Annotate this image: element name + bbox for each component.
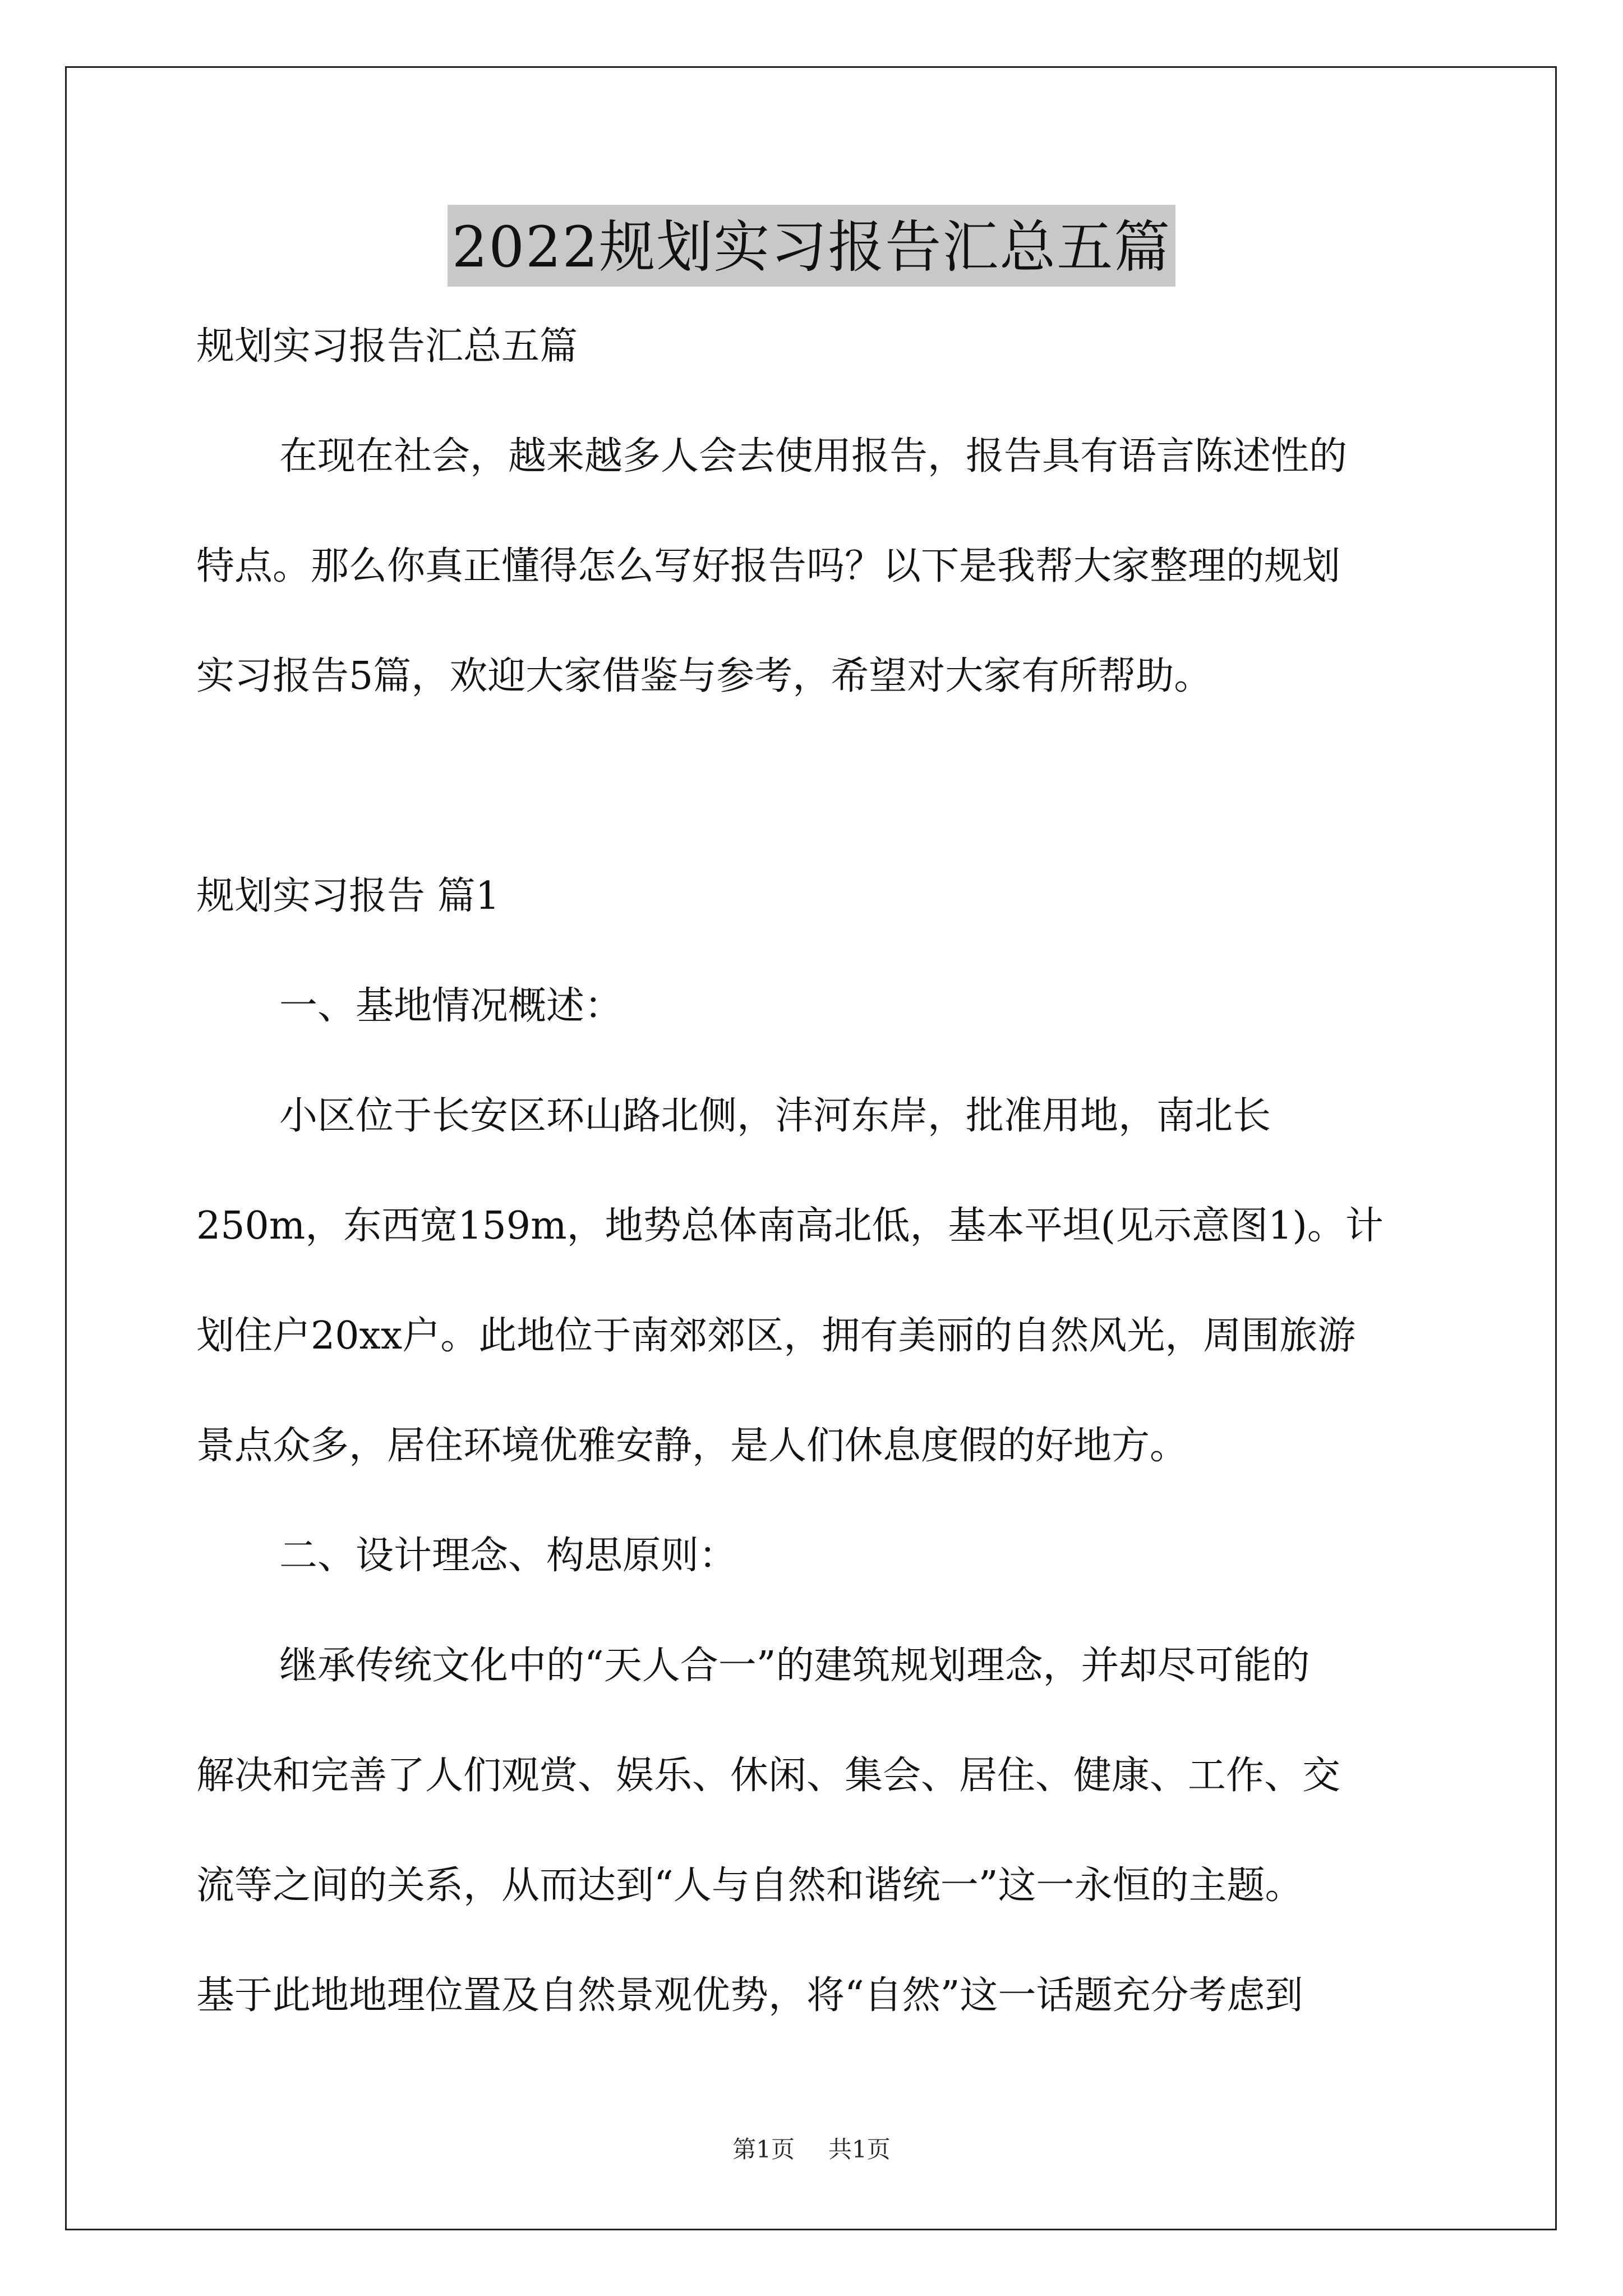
section-title: 规划实习报告 篇1 bbox=[196, 874, 500, 918]
paragraph-line: 流等之间的关系，从而达到“人与自然和谐统一”这一永恒的主题。 bbox=[196, 1864, 1303, 1908]
paragraph-line: 划住户20xx户。此地位于南郊郊区，拥有美丽的自然风光，周围旅游 bbox=[196, 1314, 1356, 1358]
intro-line: 特点。那么你真正懂得怎么写好报告吗？以下是我帮大家整理的规划 bbox=[196, 544, 1341, 588]
page-footer bbox=[0, 2133, 1623, 2166]
paragraph-gap bbox=[196, 731, 1430, 841]
title-container bbox=[0, 205, 1623, 287]
document-subtitle: 规划实习报告汇总五篇 bbox=[196, 324, 578, 369]
page-total: 共1页 bbox=[828, 2136, 891, 2163]
paragraph-line: 解决和完善了人们观赏、娱乐、休闲、集会、居住、健康、工作、交 bbox=[196, 1754, 1341, 1798]
document-title: 2022规划实习报告汇总五篇 bbox=[448, 205, 1176, 287]
paragraph-line: 继承传统文化中的“天人合一”的建筑规划理念，并却尽可能的 bbox=[279, 1644, 1310, 1688]
paragraph-line: 小区位于长安区环山路北侧，沣河东岸，批准用地，南北长 bbox=[279, 1094, 1271, 1138]
document-body bbox=[196, 292, 1430, 2051]
paragraph-line: 基于此地地理位置及自然景观优势，将“自然”这一话题充分考虑到 bbox=[196, 1973, 1303, 2018]
section-heading-2: 二、设计理念、构思原则： bbox=[279, 1534, 737, 1578]
intro-line: 在现在社会，越来越多人会去使用报告，报告具有语言陈述性的 bbox=[279, 434, 1348, 478]
page-number: 第1页 bbox=[732, 2136, 795, 2163]
paragraph-line: 景点众多，居住环境优雅安静，是人们休息度假的好地方。 bbox=[196, 1424, 1188, 1468]
intro-line: 实习报告5篇，欢迎大家借鉴与参考，希望对大家有所帮助。 bbox=[196, 654, 1212, 698]
section-heading-1: 一、基地情况概述： bbox=[279, 984, 623, 1028]
paragraph-line: 250m，东西宽159m，地势总体南高北低，基本平坦(见示意图1)。计 bbox=[196, 1204, 1384, 1248]
